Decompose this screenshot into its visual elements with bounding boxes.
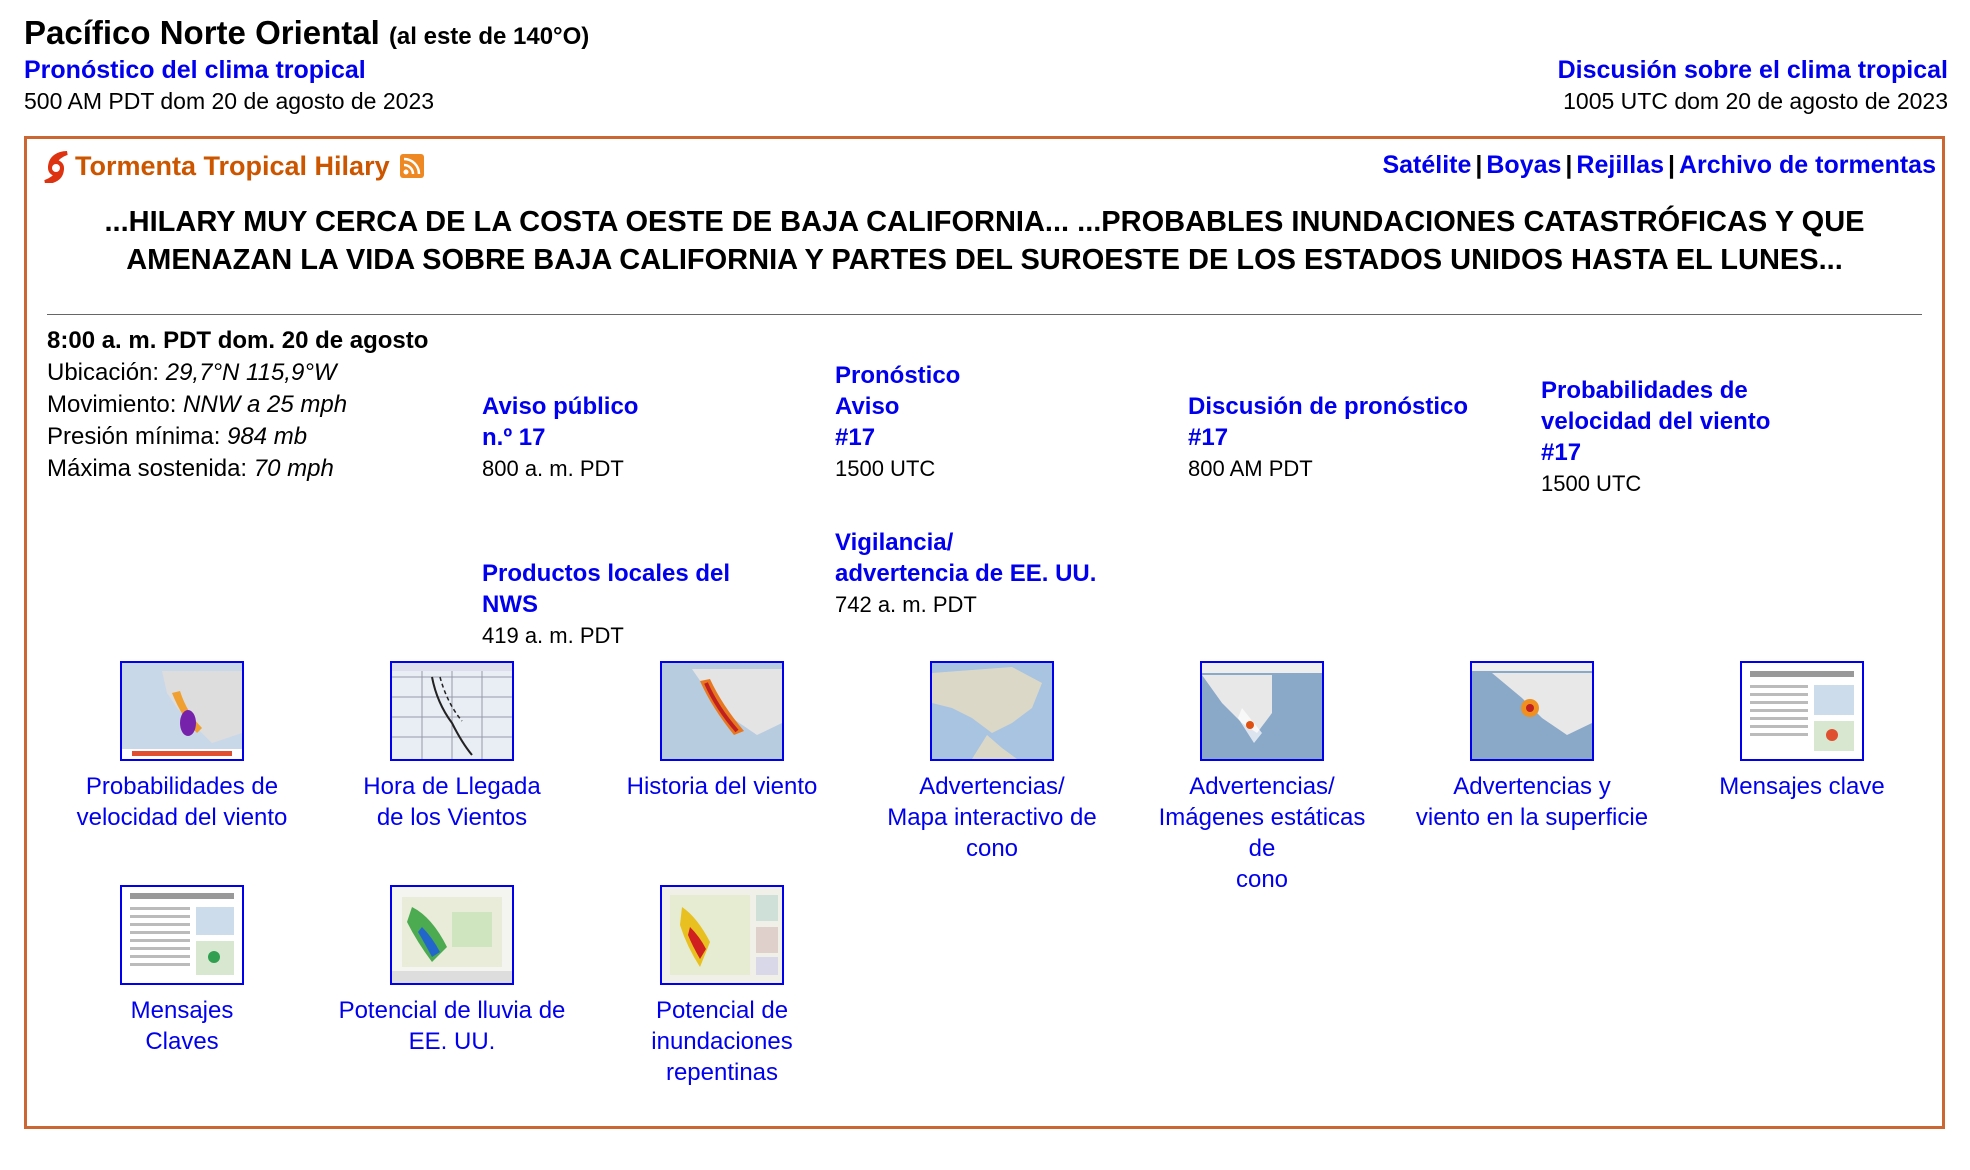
caption-line[interactable]: Claves bbox=[145, 1028, 219, 1055]
caption-line[interactable]: Advertencias y bbox=[1453, 773, 1611, 800]
graphic-wind-probabilities[interactable] bbox=[62, 661, 302, 833]
cone-map-icon[interactable] bbox=[1200, 661, 1324, 761]
caption-line[interactable]: Advertencias/ bbox=[1189, 773, 1335, 800]
caption-line[interactable]: EE. UU. bbox=[408, 1028, 496, 1055]
link-separator: | bbox=[1667, 151, 1675, 179]
link-line: n.º 17 bbox=[482, 424, 546, 451]
key-messages-icon[interactable] bbox=[1740, 661, 1864, 761]
advisory-time: 8:00 a. m. PDT dom. 20 de agosto bbox=[47, 327, 429, 354]
pressure-label: Presión mínima: bbox=[47, 423, 221, 450]
caption-line[interactable]: Mensajes clave bbox=[1719, 773, 1885, 800]
key-messages-es-icon[interactable] bbox=[120, 885, 244, 985]
tropical-discussion-date: 1005 UTC dom 20 de agosto de 2023 bbox=[1563, 88, 1948, 114]
interactive-map-icon[interactable] bbox=[930, 661, 1054, 761]
caption-line[interactable]: cono bbox=[1235, 866, 1289, 893]
local-nws-link[interactable] bbox=[482, 558, 730, 620]
caption-line[interactable]: inundaciones bbox=[651, 1028, 793, 1055]
movement-value: NNW a 25 mph bbox=[183, 391, 348, 418]
graphic-caption[interactable] bbox=[1142, 771, 1382, 895]
graphic-caption[interactable] bbox=[1682, 771, 1922, 802]
product-forecast-advisory bbox=[835, 360, 960, 484]
storm-resource-links bbox=[1382, 151, 1936, 180]
tropical-discussion-link[interactable]: Discusión sobre el clima tropical bbox=[1557, 56, 1948, 84]
graphic-caption[interactable] bbox=[332, 995, 572, 1057]
link-line: Pronóstico bbox=[835, 362, 961, 389]
wind-probabilities-link[interactable] bbox=[1541, 375, 1770, 468]
caption-line[interactable]: Mensajes bbox=[130, 997, 234, 1024]
product-time: 1500 UTC bbox=[1541, 471, 1642, 496]
surface-wind-map-icon[interactable] bbox=[1470, 661, 1594, 761]
product-wind-probabilities bbox=[1541, 375, 1770, 499]
public-advisory-link[interactable] bbox=[482, 391, 638, 453]
link-line: #17 bbox=[835, 424, 876, 451]
flash-flood-map-icon[interactable] bbox=[660, 885, 784, 985]
link-line: Discusión de pronóstico bbox=[1188, 393, 1469, 420]
product-time: 1500 UTC bbox=[835, 456, 936, 481]
product-public-advisory bbox=[482, 391, 638, 484]
tropical-outlook-date: 500 AM PDT dom 20 de agosto de 2023 bbox=[24, 88, 435, 114]
us-watch-warning-link[interactable] bbox=[835, 527, 1096, 589]
storm-headline: ...HILARY MUY CERCA DE LA COSTA OESTE DE BAJA CALIFORNIA... ...PROBABLES INUNDACIONES CATASTRÓFICAS Y QUE AMENAZAN LA VIDA SOBRE BAJA CALIFORNIA Y PARTES DEL SUROESTE DE LOS ESTADOS UNIDOS HASTA EL LUNES... bbox=[104, 206, 1865, 276]
wind-value: 70 mph bbox=[253, 455, 334, 482]
wind-history-map-icon[interactable] bbox=[660, 661, 784, 761]
tropical-outlook-link[interactable]: Pronóstico del clima tropical bbox=[24, 56, 366, 84]
caption-line[interactable]: de los Vientos bbox=[376, 804, 528, 831]
graphic-surface-wind[interactable] bbox=[1412, 661, 1652, 833]
product-time: 800 AM PDT bbox=[1188, 456, 1313, 481]
link-line: Probabilidades de bbox=[1541, 377, 1748, 404]
graphic-flash-flood[interactable] bbox=[602, 885, 842, 1088]
link-line: Aviso público bbox=[482, 393, 639, 420]
page-title-sub: (al este de 140°O) bbox=[388, 23, 590, 50]
graphic-interactive-cone[interactable] bbox=[872, 661, 1112, 864]
graphic-caption[interactable] bbox=[332, 771, 572, 833]
forecast-discussion-link[interactable] bbox=[1188, 391, 1468, 453]
link-line: #17 bbox=[1541, 439, 1582, 466]
location-row bbox=[47, 357, 428, 389]
graphic-static-cone[interactable] bbox=[1142, 661, 1382, 895]
wind-probability-map-icon[interactable] bbox=[120, 661, 244, 761]
caption-line[interactable]: Historia del viento bbox=[626, 773, 818, 800]
graphic-key-messages[interactable] bbox=[1682, 661, 1922, 802]
pressure-row bbox=[47, 421, 428, 453]
location-label: Ubicación: bbox=[47, 359, 160, 386]
arrival-time-map-icon[interactable] bbox=[390, 661, 514, 761]
tropical-storm-icon bbox=[41, 149, 71, 183]
storm-archive-link[interactable]: Archivo de tormentas bbox=[1678, 151, 1936, 179]
caption-line[interactable]: Potencial de bbox=[655, 997, 789, 1024]
storm-header bbox=[41, 149, 424, 183]
graphic-caption[interactable] bbox=[1412, 771, 1652, 833]
graphic-caption[interactable] bbox=[872, 771, 1112, 864]
product-us-watch-warning bbox=[835, 527, 1096, 620]
link-line: advertencia de EE. UU. bbox=[835, 560, 1097, 587]
caption-line[interactable]: Advertencias/ bbox=[919, 773, 1065, 800]
graphic-caption[interactable] bbox=[602, 771, 842, 802]
caption-line[interactable]: velocidad del viento bbox=[76, 804, 288, 831]
caption-line[interactable]: Hora de Llegada bbox=[363, 773, 541, 800]
rss-icon[interactable] bbox=[400, 154, 424, 178]
product-local-nws bbox=[482, 558, 730, 651]
divider bbox=[47, 314, 1922, 315]
product-time: 419 a. m. PDT bbox=[482, 623, 624, 648]
storm-info bbox=[47, 325, 428, 485]
buoys-link[interactable]: Boyas bbox=[1486, 151, 1562, 179]
product-time: 800 a. m. PDT bbox=[482, 456, 624, 481]
wind-row bbox=[47, 453, 428, 485]
caption-line[interactable]: cono bbox=[965, 835, 1019, 862]
link-line: #17 bbox=[1188, 424, 1229, 451]
grids-link[interactable]: Rejillas bbox=[1576, 151, 1664, 179]
movement-row bbox=[47, 389, 428, 421]
location-value: 29,7°N 115,9°W bbox=[165, 359, 337, 386]
movement-label: Movimiento: bbox=[47, 391, 177, 418]
product-forecast-discussion bbox=[1188, 391, 1468, 484]
link-separator: | bbox=[1565, 151, 1573, 179]
wind-label: Máxima sostenida: bbox=[47, 455, 248, 482]
caption-line[interactable]: Potencial de lluvia de bbox=[338, 997, 566, 1024]
product-time: 742 a. m. PDT bbox=[835, 592, 977, 617]
forecast-advisory-link[interactable] bbox=[835, 360, 960, 453]
storm-panel bbox=[24, 136, 1945, 1129]
caption-line[interactable]: repentinas bbox=[665, 1059, 779, 1086]
caption-line[interactable]: viento en la superficie bbox=[1415, 804, 1649, 831]
page-title-text: Pacífico Norte Oriental bbox=[24, 14, 380, 51]
link-line: Aviso bbox=[835, 393, 900, 420]
graphic-caption[interactable] bbox=[62, 995, 302, 1057]
graphic-wind-history[interactable] bbox=[602, 661, 842, 802]
graphic-caption[interactable] bbox=[602, 995, 842, 1088]
graphic-arrival-time[interactable] bbox=[332, 661, 572, 833]
graphic-us-rainfall[interactable] bbox=[332, 885, 572, 1057]
link-line: Productos locales del bbox=[482, 560, 731, 587]
link-line: Vigilancia/ bbox=[835, 529, 954, 556]
link-separator: | bbox=[1475, 151, 1483, 179]
link-line: NWS bbox=[482, 591, 538, 618]
satellite-link[interactable]: Satélite bbox=[1382, 151, 1472, 179]
caption-line[interactable]: Probabilidades de bbox=[85, 773, 279, 800]
caption-line[interactable]: Mapa interactivo de bbox=[887, 804, 1097, 831]
graphic-caption[interactable] bbox=[62, 771, 302, 833]
link-line: velocidad del viento bbox=[1541, 408, 1771, 435]
graphic-key-messages-es[interactable] bbox=[62, 885, 302, 1057]
pressure-value: 984 mb bbox=[227, 423, 308, 450]
storm-name-link[interactable]: Tormenta Tropical Hilary bbox=[75, 150, 390, 181]
page-title bbox=[24, 14, 589, 52]
caption-line[interactable]: Imágenes estáticas de bbox=[1158, 804, 1366, 862]
rainfall-map-icon[interactable] bbox=[390, 885, 514, 985]
